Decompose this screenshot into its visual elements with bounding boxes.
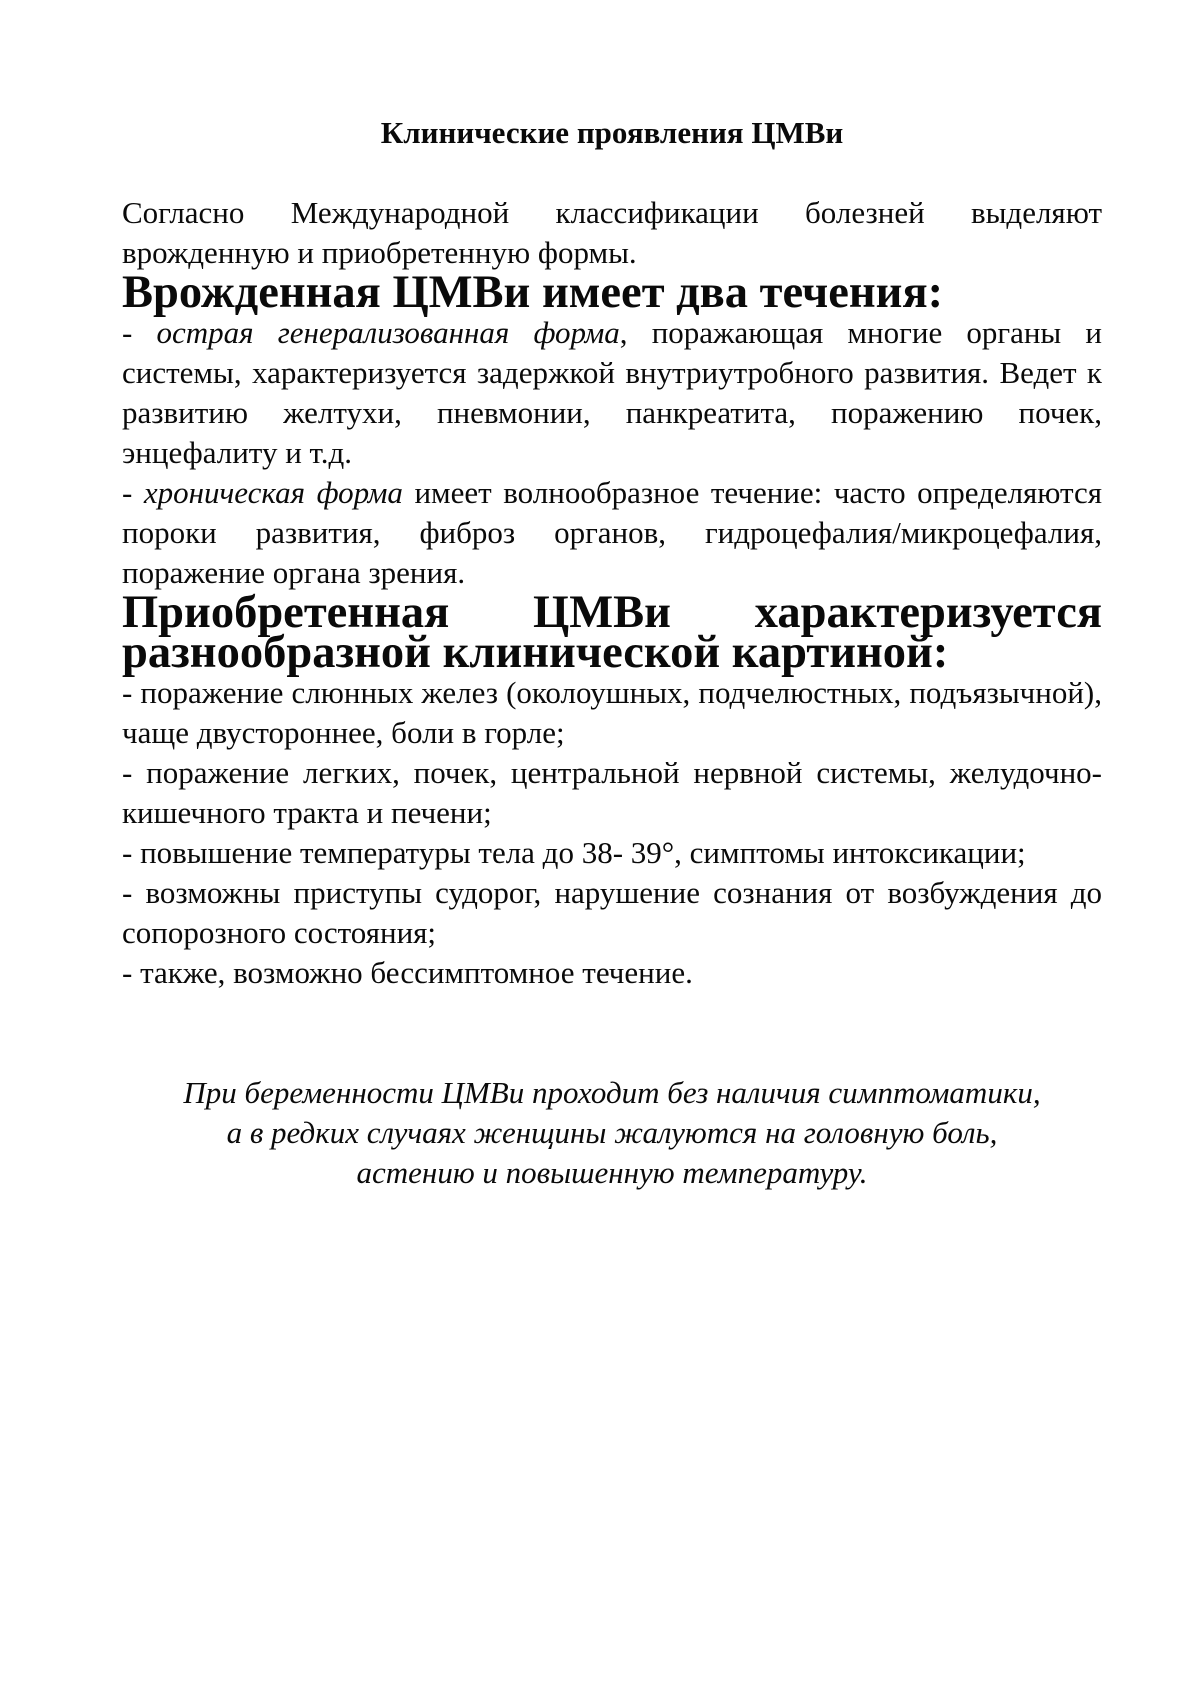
acquired-item: - повышение температуры тела до 38- 39°, симптомы интоксикации; — [122, 835, 1026, 870]
page-title: Клинические проявления ЦМВи — [380, 115, 844, 150]
pregnancy-note: При беременности ЦМВи проходит без наличия симптоматики, а в редких случаях женщины жалуются на головную боль, астению и повышенную температуру. — [183, 1075, 1041, 1190]
acquired-item: - поражение легких, почек, центральной нервной системы, желудочно-кишечного тракта и печени; — [122, 755, 1102, 830]
congenital-term-italic: хроническая форма — [143, 475, 403, 510]
congenital-item-text: , поражающая многие органы и системы, характеризуется задержкой внутриутробного развития. Ведет к развитию желтухи, пневмонии, панкреатита, поражению почек, энцефалиту и т.д. — [122, 315, 1102, 470]
congenital-item — [122, 473, 1102, 593]
acquired-section-heading: Приобретенная ЦМВи характеризуется разнообразной клинической картиной: — [122, 587, 1102, 678]
acquired-item: - также, возможно бессимптомное течение. — [122, 955, 693, 990]
congenital-item — [122, 313, 1102, 473]
intro-paragraph: Согласно Международной классификации болезней выделяют врожденную и приобретенную формы. — [122, 195, 1102, 270]
congenital-item-text: имеет волнообразное течение: часто определяются пороки развития, фиброз органов, гидроцефалия/микроцефалия, поражение органа зрения. — [122, 475, 1102, 590]
acquired-item: - поражение слюнных желез (околоушных, подчелюстных, подъязычной), чаще двустороннее, боли в горле; — [122, 675, 1102, 750]
dash-bullet: - — [122, 475, 144, 510]
acquired-item: - возможны приступы судорог, нарушение сознания от возбуждения до сопорозного состояния; — [122, 875, 1102, 950]
dash-bullet: - — [122, 315, 157, 350]
congenital-section-heading: Врожденная ЦМВи имеет два течения: — [122, 267, 944, 318]
congenital-term-italic: острая генерализованная форма — [156, 315, 620, 350]
